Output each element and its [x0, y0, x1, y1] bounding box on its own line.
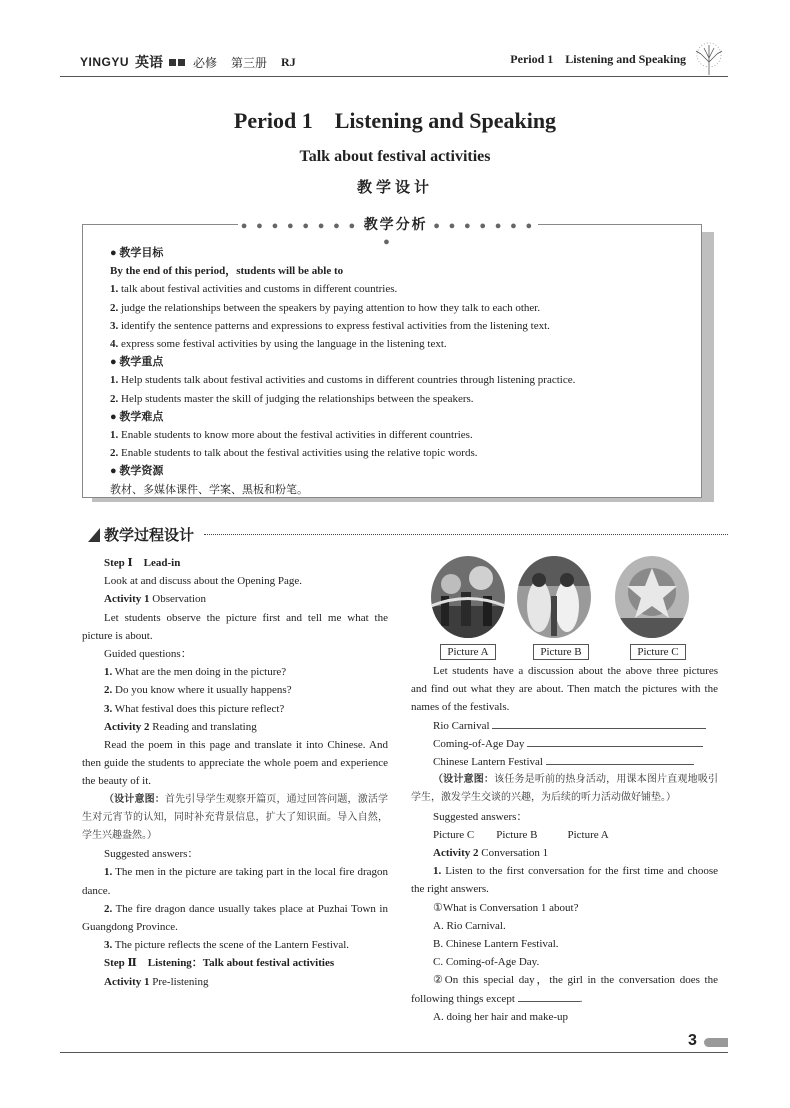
step-1-heading: Step Ⅰ Lead-in: [104, 557, 181, 569]
festival-line: Chinese Lantern Festival: [411, 753, 718, 771]
design-intent-2: （设计意图：该任务是听前的热身活动，用课本图片直观地吸引学生，激发学生交谈的兴趣，为后续的听力活动做好铺垫。）: [411, 774, 719, 804]
picture-a-image: [431, 556, 505, 638]
suggested-answers-label: Suggested answers：: [104, 848, 199, 861]
process-section-heading: [88, 524, 728, 546]
header-divider: [60, 76, 728, 77]
analysis-box-title: ● ● ● ● ● ● ● ● 教学分析 ● ● ● ● ● ● ● ●: [238, 214, 538, 236]
picture-b-image: [517, 556, 591, 638]
header-brand: YINGYU: [80, 55, 130, 69]
right-p1: Let students have a discussion about the above three pictures and find out what they are about. Then match the pictures with the names of the festivals.: [411, 665, 718, 714]
picture-c-image: [615, 556, 689, 638]
analysis-title-text: 教学分析: [363, 218, 428, 233]
page-subtitle: Talk about festival activities: [299, 148, 491, 165]
key-point-item: 2. Help students master the skill of judging the relationships between the speakers.: [110, 392, 474, 405]
resources-text: 教材、多媒体课件、学案、黑板和粉笔。: [110, 483, 308, 496]
goals-heading: ● 教学目标: [110, 247, 164, 259]
triangle-icon: [88, 528, 100, 542]
festival-line: Coming-of-Age Day: [411, 735, 718, 753]
process-dotted-line: [204, 534, 728, 535]
difficulty-item: 1. Enable students to know more about the festival activities in different countries.: [110, 429, 473, 442]
suggested-answer: 2. The fire dragon dance usually takes place at Puzhai Town in Guangdong Province.: [82, 902, 388, 934]
header-squares: [169, 55, 187, 70]
picture-c-caption: Picture C: [630, 644, 686, 660]
suggested-answers-label-2: Suggested answers：: [433, 810, 528, 823]
tree-icon: [692, 42, 726, 76]
picture-b-caption: Picture B: [533, 644, 589, 660]
process-title: 教学过程设计: [104, 528, 195, 544]
goals-intro: By the end of this period，students will be able to: [110, 265, 344, 278]
left-p1: Look at and discuss about the Opening Page.: [104, 575, 302, 588]
goal-item: 3. identify the sentence patterns and expressions to express festival activities from the listening text.: [110, 319, 550, 332]
activity-1-heading: Activity 1 Observation: [104, 593, 207, 606]
header-subject: 英语: [135, 56, 164, 71]
option-a: A. Rio Carnival.: [433, 919, 506, 932]
difficulties-heading: ● 教学难点: [110, 410, 164, 423]
suggested-answer: 1. The men in the picture are taking part in the local fire dragon dance.: [82, 866, 388, 897]
header-right-title: Period 1 Listening and Speaking: [510, 52, 686, 66]
guided-question: 1. What are the men doing in the picture?: [104, 666, 287, 679]
option-b: B. Chinese Lantern Festival.: [433, 938, 559, 951]
activity-2-heading: Activity 2 Reading and translating: [104, 720, 257, 733]
guided-questions-label: Guided questions：: [104, 648, 192, 661]
footer-divider: [60, 1052, 728, 1053]
festival-line: Rio Carnival: [411, 717, 718, 735]
guided-question: 3. What festival does this picture reflect?: [104, 702, 285, 715]
conversation-1-heading: Activity 2 Conversation 1: [433, 847, 549, 860]
pre-listening-heading: Activity 1 Pre-listening: [104, 975, 209, 988]
matching-answers: Picture C Picture B Picture A: [433, 828, 609, 841]
goal-item: 1. talk about festival activities and customs in different countries.: [110, 283, 398, 296]
page-tab-marker: [704, 1038, 728, 1047]
right-column: [411, 662, 718, 1026]
left-p3: Read the poem in this page and translate it into Chinese. And then guide the students to appreciate the whole poem and experience the beauty of it.: [82, 739, 388, 788]
key-points-heading: ● 教学重点: [110, 356, 164, 369]
header-book: 必修: [193, 55, 218, 70]
key-point-item: 1. Help students talk about festival activities and customs in different countries through listening practice.: [110, 374, 576, 387]
running-header: [80, 52, 726, 74]
goal-item: 4. express some festival activities by using the language in the listening text.: [110, 338, 447, 351]
question-2-option-a: A. doing her hair and make-up: [433, 1010, 569, 1023]
left-column: [82, 554, 388, 991]
guided-question: 2. Do you know where it usually happens?: [104, 684, 292, 697]
header-left: [80, 52, 296, 72]
question-2: ②On this special day，the girl in the conversation does the following things except .: [411, 974, 718, 1005]
goal-item: 2. judge the relationships between the speakers by paying attention to how they talk to each other.: [110, 301, 541, 314]
difficulty-item: 2. Enable students to talk about the festival activities using the relative topic words.: [110, 447, 478, 460]
option-c: C. Coming-of-Age Day.: [433, 956, 540, 969]
resources-heading: ● 教学资源: [110, 465, 164, 478]
step-2-heading: Step Ⅱ Listening：Talk about festival activities: [104, 957, 335, 970]
picture-a-caption: Picture A: [440, 644, 496, 660]
question-1: ①What is Conversation 1 about?: [433, 901, 579, 914]
teaching-design-title: 教学设计: [356, 180, 433, 196]
left-p2: Let students observe the picture first and tell me what the picture is about.: [82, 611, 388, 642]
right-p2: 1. Listen to the first conversation for the first time and choose the right answers.: [411, 865, 718, 896]
page-title: Period 1 Listening and Speaking: [233, 108, 557, 133]
header-volume: 第三册: [231, 55, 268, 70]
analysis-content: [110, 244, 690, 499]
suggested-answer: 3. The picture reflects the scene of the Lantern Festival.: [104, 939, 350, 952]
header-edition: RJ: [281, 54, 296, 69]
page-number: 3: [688, 1032, 697, 1049]
design-intent-1: （设计意图：首先引导学生观察开篇页，通过回答问题，激活学生对元宵节的认知，同时补充背景信息，扩大了知识面。导入自然，学生兴趣盎然。）: [82, 793, 389, 842]
